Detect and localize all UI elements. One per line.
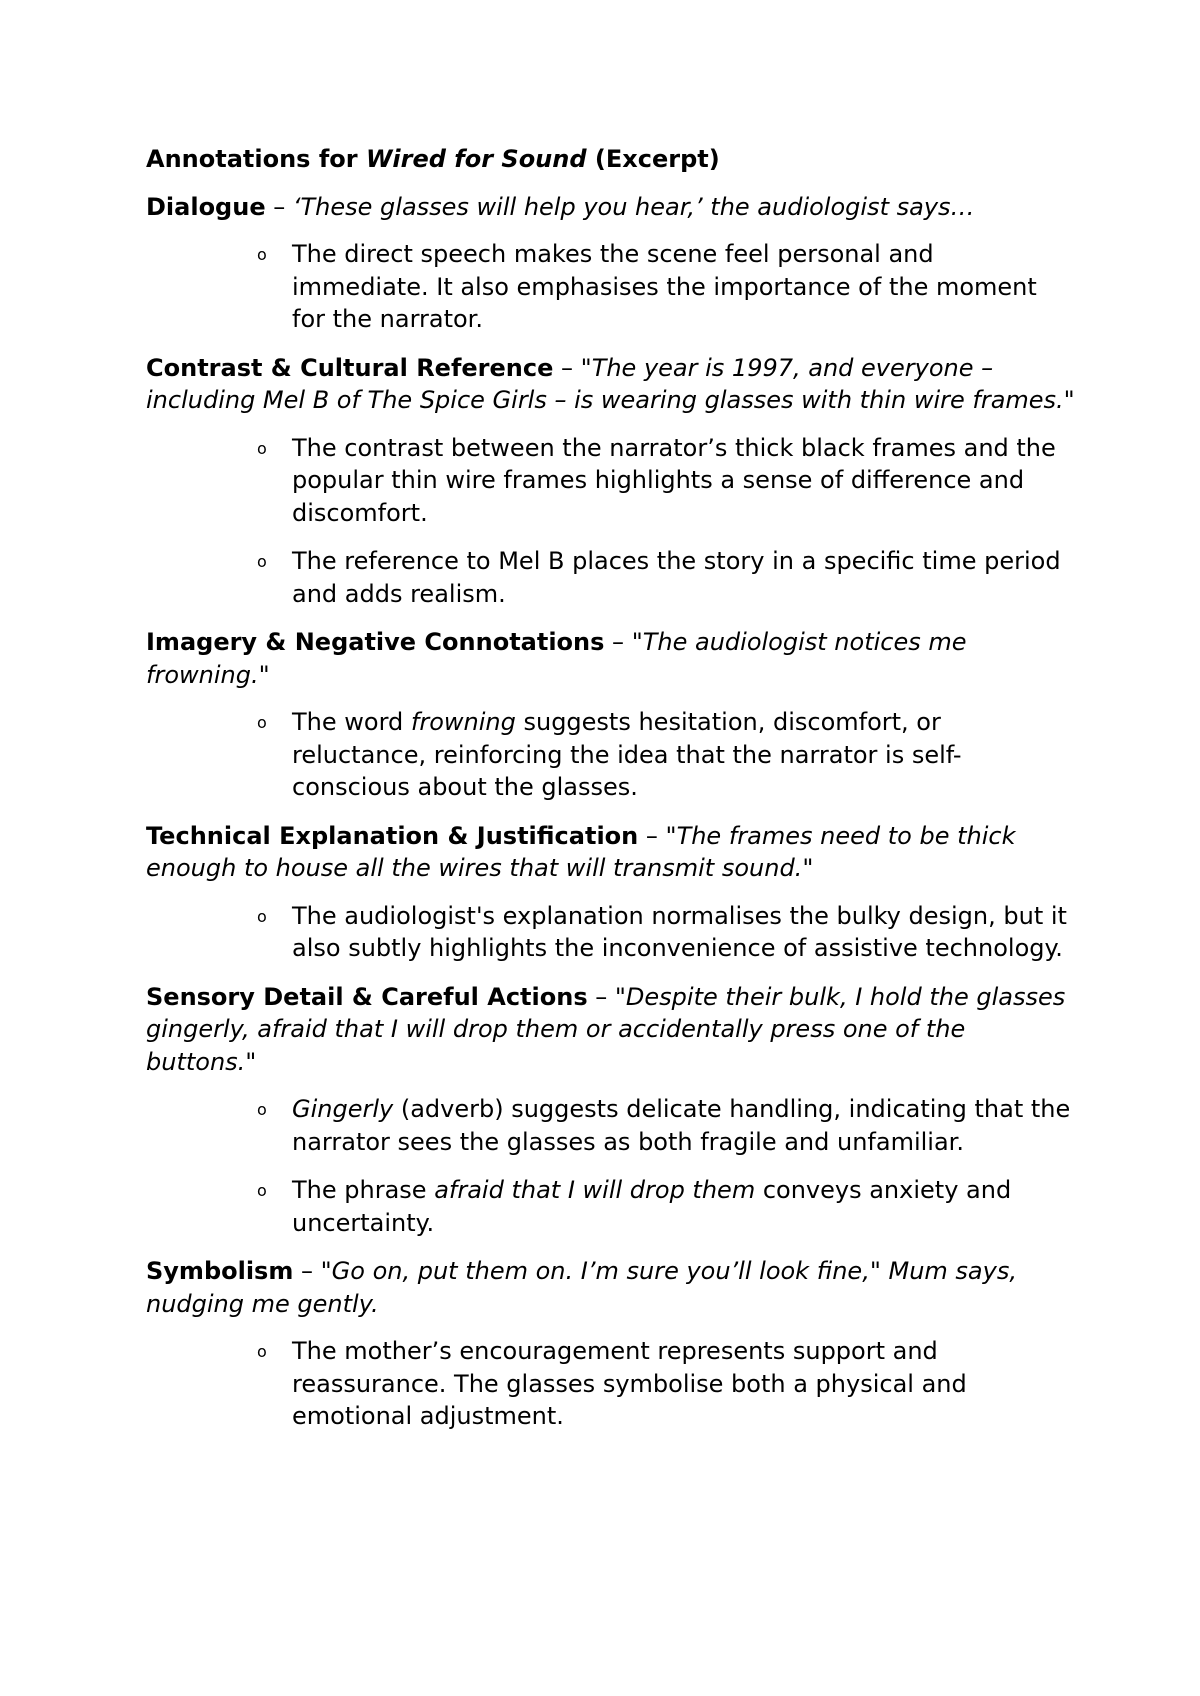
section-heading-label: Technical Explanation & Justification [146, 821, 639, 850]
bullet-marker-icon: o [257, 1100, 267, 1119]
bullet-marker-icon: o [257, 245, 267, 264]
bullet-italic-text: frowning [410, 708, 516, 736]
bullet-item [146, 432, 1076, 530]
bullet-marker-icon: o [257, 906, 267, 926]
bullet-text: The phrase [292, 1176, 435, 1204]
bullet-text: The reference to Mel B places the story in a specific time period and adds realism. [292, 547, 1061, 608]
section-heading [146, 626, 1076, 691]
section-heading [146, 191, 1076, 224]
bullet-italic-text: Gingerly [292, 1095, 394, 1123]
quote-close-mark: " [245, 1047, 257, 1076]
section-quote: Despite their bulk, I hold the glasses gingerly, afraid that I will drop them or accidentally press one of the buttons. [146, 982, 1066, 1076]
bullet-list [146, 238, 1076, 336]
title-prefix: Annotations for [146, 145, 366, 173]
bullet-text: The word [292, 708, 411, 736]
section-heading [146, 352, 1076, 417]
quote-open-mark: " [631, 628, 643, 656]
quote-close-mark: " [802, 854, 814, 882]
bullet-marker-icon: o [257, 438, 267, 458]
bullet-item [146, 1174, 1076, 1239]
section-heading-label: Sensory Detail & Careful Actions [146, 982, 588, 1011]
bullet-marker-icon: o [257, 1181, 267, 1200]
bullet-list [146, 1093, 1076, 1239]
bullet-item [146, 545, 1076, 610]
bullet-list [146, 900, 1076, 965]
section-heading [146, 1255, 1076, 1320]
bullet-marker-icon: o [257, 713, 267, 732]
section-heading-label: Contrast & Cultural Reference [146, 353, 554, 382]
section-dash: – [553, 353, 581, 382]
quote-close-mark: " [258, 660, 270, 689]
section-dash: – [587, 982, 615, 1011]
document-title [146, 143, 1076, 176]
bullet-item [146, 238, 1076, 336]
bullet-list [146, 1335, 1076, 1433]
bullet-text-continued: suggests hesitation, discomfort, or reluctance, reinforcing the idea that the narrator is self-conscious about the glasses. [292, 708, 962, 801]
section-heading-label: Symbolism [146, 1257, 294, 1285]
section-quote: The frames need to be thick enough to house all the wires that will transmit sound. [146, 821, 1016, 882]
bullet-item [146, 1093, 1076, 1158]
bullet-text: The mother’s encouragement represents support and reassurance. The glasses symbolise both a physical and emotional adjustment. [292, 1337, 967, 1430]
annotation-sections [146, 191, 1076, 1433]
quote-open-mark: " [580, 353, 592, 382]
title-suffix: (Excerpt) [586, 145, 720, 173]
bullet-text-continued: (adverb) suggests delicate handling, indicating that the narrator sees the glasses as both fragile and unfamiliar. [292, 1095, 1071, 1156]
quote-open-mark: " [665, 821, 677, 850]
bullet-italic-text: afraid that I will drop them [434, 1176, 756, 1204]
section-dash: – [604, 628, 632, 656]
bullet-text: The audiologist's explanation normalises the bulky design, but it also subtly highlights the inconvenience of assistive technology. [292, 901, 1067, 962]
bullet-item [146, 900, 1076, 965]
bullet-text: The direct speech makes the scene feel personal and immediate. It also emphasises the importance of the moment for the narrator. [292, 240, 1037, 333]
bullet-list [146, 706, 1076, 804]
quote-close-mark: " [1063, 386, 1075, 414]
bullet-text: The contrast between the narrator’s thick black frames and the popular thin wire frames highlights a sense of difference and discomfort. [292, 433, 1056, 527]
section-quote: Go on, put them on. I’m sure you’ll look fine," Mum says, nudging me gently. [146, 1257, 1017, 1318]
bullet-marker-icon: o [257, 1342, 267, 1361]
quote-open-mark: " [614, 982, 626, 1011]
bullet-item [146, 1335, 1076, 1433]
section-dash: – [293, 1257, 321, 1285]
section-heading-label: Dialogue [146, 192, 266, 221]
section-heading [146, 820, 1076, 885]
section-heading [146, 981, 1076, 1079]
bullet-item [146, 706, 1076, 804]
quote-open-mark: " [320, 1257, 332, 1285]
title-italic: Wired for Sound [365, 145, 587, 173]
section-quote: The year is 1997, and everyone – including Mel B of The Spice Girls – is wearing glasses with thin wire frames. [146, 353, 1064, 414]
bullet-list [146, 432, 1076, 611]
section-dash: – [638, 821, 666, 850]
section-quote: ‘These glasses will help you hear,’ the audiologist says… [292, 192, 975, 221]
section-quote: The audiologist notices me frowning. [146, 628, 967, 689]
section-dash: – [265, 192, 293, 221]
bullet-marker-icon: o [257, 552, 267, 571]
section-heading-label: Imagery & Negative Connotations [146, 628, 605, 656]
document-page [146, 143, 1076, 1449]
bullet-text-continued: conveys anxiety and uncertainty. [292, 1176, 1012, 1237]
